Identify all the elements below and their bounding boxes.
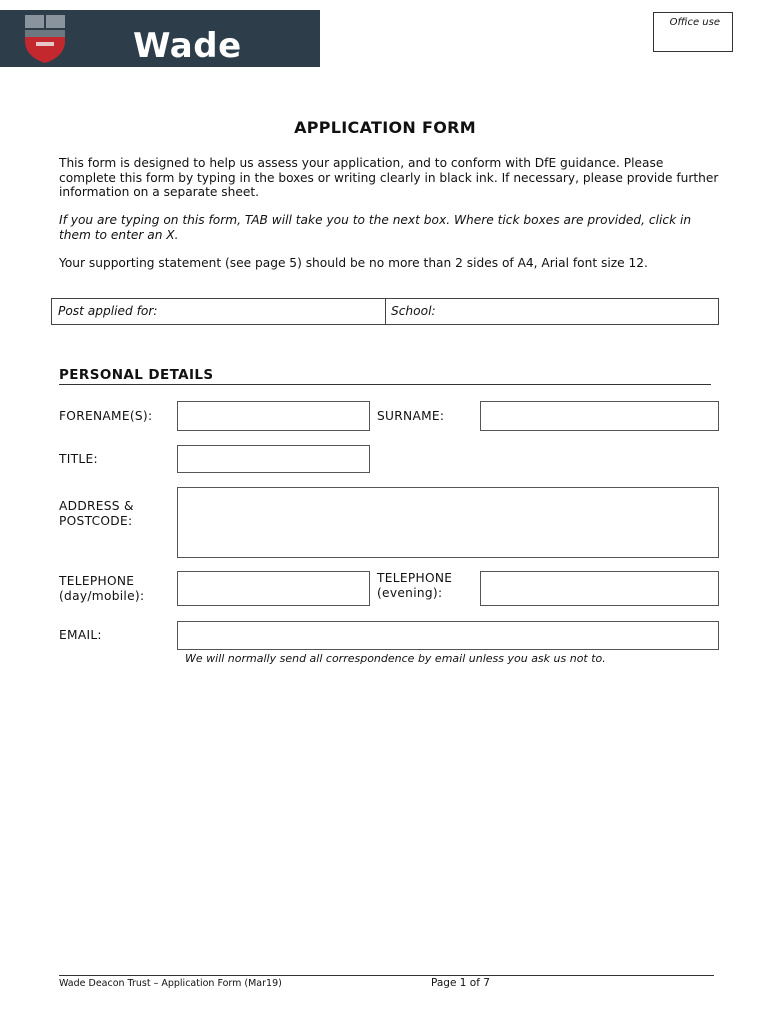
title-label: TITLE: xyxy=(59,452,98,466)
footer-page-number: Page 1 of 7 xyxy=(431,977,490,989)
school-crest-icon xyxy=(22,13,68,65)
office-use-label: Office use xyxy=(669,17,720,28)
school-label: School: xyxy=(391,304,436,318)
post-applied-input[interactable] xyxy=(160,300,380,323)
title-input[interactable] xyxy=(177,445,370,473)
footer-document-title: Wade Deacon Trust – Application Form (Mar19) xyxy=(59,978,282,989)
telephone-day-input[interactable] xyxy=(177,571,370,606)
office-use-box xyxy=(653,12,733,52)
forenames-input[interactable] xyxy=(177,401,370,431)
address-input[interactable] xyxy=(177,487,719,558)
telephone-evening-label-line2: (evening): xyxy=(377,586,443,600)
address-label-line2: POSTCODE: xyxy=(59,514,133,528)
forenames-label: FORENAME(S): xyxy=(59,409,153,423)
telephone-day-label-line1: TELEPHONE xyxy=(59,574,135,588)
post-row-divider xyxy=(385,299,386,324)
telephone-evening-label-line1: TELEPHONE xyxy=(377,571,453,585)
typing-instructions: If you are typing on this form, TAB will take you to the next box. Where tick boxes are provided, click in them to enter an X. xyxy=(59,213,692,242)
personal-details-heading: PERSONAL DETAILS xyxy=(59,367,711,385)
telephone-day-label-line2: (day/mobile): xyxy=(59,589,145,603)
email-label: EMAIL: xyxy=(59,628,102,642)
address-label-line1: ADDRESS & xyxy=(59,499,134,513)
intro-paragraph: This form is designed to help us assess your application, and to conform with DfE guidance. Please complete this form by typing in the boxes or writing clearly in black ink. If necessary, please provide further information on a separate sheet. xyxy=(59,156,719,199)
form-title: APPLICATION FORM xyxy=(294,118,476,137)
post-applied-label: Post applied for: xyxy=(58,304,158,318)
brand-name: Wade xyxy=(133,26,242,66)
surname-input[interactable] xyxy=(480,401,719,431)
header-banner xyxy=(0,10,320,67)
footer-divider xyxy=(59,975,714,976)
email-input[interactable] xyxy=(177,621,719,650)
email-correspondence-note: We will normally send all correspondence by email unless you ask us not to. xyxy=(185,652,606,665)
school-input[interactable] xyxy=(445,300,715,323)
surname-label: SURNAME: xyxy=(377,409,445,423)
supporting-statement-note: Your supporting statement (see page 5) should be no more than 2 sides of A4, Arial font size 12. xyxy=(59,256,648,270)
telephone-evening-input[interactable] xyxy=(480,571,719,606)
